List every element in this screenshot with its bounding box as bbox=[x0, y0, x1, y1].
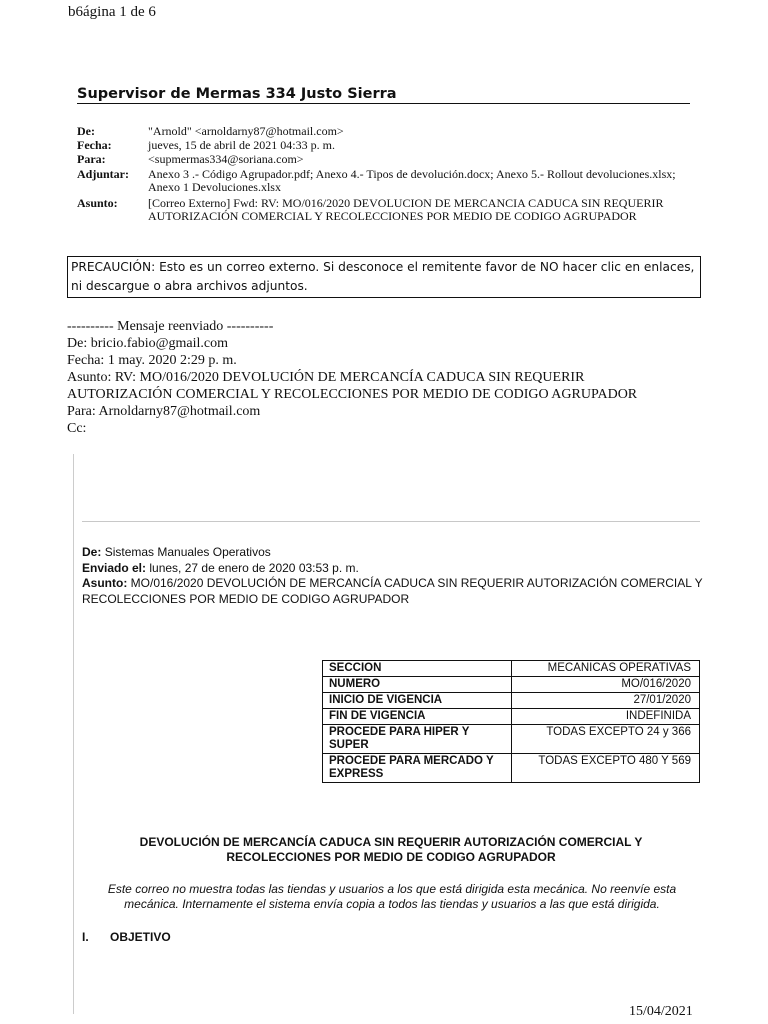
table-value: MO/016/2020 bbox=[512, 677, 700, 693]
forward-subject-continued: AUTORIZACIÓN COMERCIAL Y RECOLECCIONES POR MEDIO DE CODIGO AGRUPADOR bbox=[67, 387, 638, 402]
forward-to: Para: Arnoldarny87@hotmail.com bbox=[67, 404, 261, 419]
original-sent bbox=[82, 561, 712, 577]
header-label: Fecha: bbox=[77, 138, 112, 152]
original-from-value: Sistemas Manuales Operativos bbox=[104, 545, 271, 559]
section-title: OBJETIVO bbox=[110, 930, 171, 944]
table-key: SECCION bbox=[323, 661, 512, 677]
original-subject-label: Asunto: bbox=[82, 576, 128, 590]
divider bbox=[82, 521, 700, 522]
table-value: TODAS EXCEPTO 24 y 366 bbox=[512, 725, 700, 754]
header-value: <supmermas334@soriana.com> bbox=[148, 152, 304, 166]
table-row bbox=[323, 725, 700, 754]
forward-separator: ---------- Mensaje reenviado ---------- bbox=[67, 319, 274, 334]
distribution-notice: Este correo no muestra todas las tiendas y usuarios a los que está dirigida esta mecánica. No reenvíe esta mecánica. Internamente el sistema envía copia a todos las tiendas y usuarios a las que está dirigida. bbox=[107, 882, 677, 911]
header-value: [Correo Externo] Fwd: RV: MO/016/2020 DEVOLUCION DE MERCANCIA CADUCA SIN REQUERIR AUTORIZACIÓN COMERCIAL Y RECOLECCIONES POR MEDIO DE CODIGO AGRUPADOR bbox=[148, 196, 664, 223]
section-number: I. bbox=[82, 930, 89, 944]
external-mail-warning: PRECAUCIÓN: Esto es un correo externo. Si desconoce el remitente favor de NO hacer clic en enlaces, ni descargue o abra archivos adjuntos. bbox=[67, 256, 701, 298]
original-sent-value: lunes, 27 de enero de 2020 03:53 p. m. bbox=[149, 560, 359, 575]
document-title: DEVOLUCIÓN DE MERCANCÍA CADUCA SIN REQUERIR AUTORIZACIÓN COMERCIAL Y RECOLECCIONES POR MEDIO DE CODIGO AGRUPADOR bbox=[139, 835, 643, 864]
table-key: INICIO DE VIGENCIA bbox=[323, 693, 512, 709]
table-key: PROCEDE PARA HIPER Y SUPER bbox=[323, 725, 512, 754]
forward-from: De: bricio.fabio@gmail.com bbox=[67, 336, 229, 351]
original-from-label: De: bbox=[82, 545, 102, 559]
forward-date: Fecha: 1 may. 2020 2:29 p. m. bbox=[67, 353, 237, 368]
table-row bbox=[323, 693, 700, 709]
mail-title: Supervisor de Mermas 334 Justo Sierra bbox=[77, 86, 690, 104]
table-value: MECANICAS OPERATIVAS bbox=[512, 661, 700, 677]
forward-subject: Asunto: RV: MO/016/2020 DEVOLUCIÓN DE MERCANCÍA CADUCA SIN REQUERIR bbox=[67, 370, 585, 385]
table-row bbox=[323, 754, 700, 783]
table-key: FIN DE VIGENCIA bbox=[323, 709, 512, 725]
page-date: 15/04/2021 bbox=[629, 1004, 693, 1019]
table-value: INDEFINIDA bbox=[512, 709, 700, 725]
page-number: b6ágina 1 de 6 bbox=[68, 4, 156, 20]
table-value: TODAS EXCEPTO 480 Y 569 bbox=[512, 754, 700, 783]
mechanic-info-table bbox=[322, 660, 700, 783]
original-subject-value: MO/016/2020 DEVOLUCIÓN DE MERCANCÍA CADUCA SIN REQUERIR AUTORIZACIÓN COMERCIAL Y RECOLECCIONES POR MEDIO DE CODIGO AGRUPADOR bbox=[82, 576, 703, 606]
forwarded-message-header bbox=[67, 318, 727, 437]
table-key: PROCEDE PARA MERCADO Y EXPRESS bbox=[323, 754, 512, 783]
table-row bbox=[323, 677, 700, 693]
header-label: De: bbox=[77, 124, 95, 138]
original-sent-label: Enviado el: bbox=[82, 560, 147, 575]
original-subject bbox=[82, 576, 712, 607]
header-value: "Arnold" <arnoldarny87@hotmail.com> bbox=[148, 124, 344, 138]
section-heading-objetivo bbox=[82, 930, 171, 944]
original-message-header bbox=[82, 545, 712, 607]
forward-cc: Cc: bbox=[67, 421, 87, 436]
header-value: Anexo 3 .- Código Agrupador.pdf; Anexo 4.- Tipos de devolución.docx; Anexo 5.- Rollout devoluciones.xlsx; Anexo 1 Devoluciones.xlsx bbox=[148, 167, 676, 194]
header-label: Asunto: bbox=[77, 196, 118, 210]
header-label: Para: bbox=[77, 152, 106, 166]
table-row bbox=[323, 709, 700, 725]
table-row bbox=[323, 661, 700, 677]
original-from bbox=[82, 545, 712, 561]
table-value: 27/01/2020 bbox=[512, 693, 700, 709]
header-label: Adjuntar: bbox=[77, 167, 130, 181]
table-key: NUMERO bbox=[323, 677, 512, 693]
header-value: jueves, 15 de abril de 2021 04:33 p. m. bbox=[148, 138, 335, 152]
quote-bar bbox=[73, 454, 74, 1014]
